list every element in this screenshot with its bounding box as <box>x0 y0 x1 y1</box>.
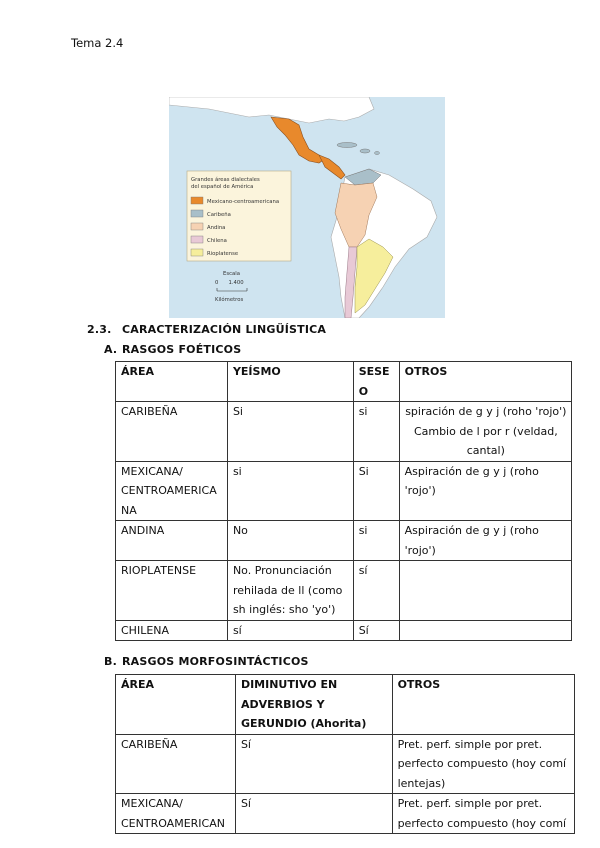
morphosyntactic-features-table <box>115 674 575 834</box>
map-hispaniola <box>360 149 370 153</box>
table-header-row <box>116 362 572 402</box>
map-scale-title: Escala <box>223 271 240 277</box>
header-cell: ÁREA <box>116 675 236 735</box>
otros-cell: Aspiración de g y j (roho 'rojo') <box>399 461 571 521</box>
map-scale-unit: Kilómetros <box>215 297 244 303</box>
area-cell: MEXICANA/ CENTROAMERICAN <box>116 794 236 834</box>
otros-cell <box>399 620 571 641</box>
table-row <box>116 521 572 561</box>
otros-cell: Pret. perf. simple por pret. perfecto compuesto (hoy comí <box>392 794 574 834</box>
subsection-b-title: RASGOS MORFOSINTÁCTICOS <box>122 655 309 668</box>
section-title: CARACTERIZACIÓN LINGÜÍSTICA <box>122 323 327 336</box>
map-legend-label: Andina <box>207 225 226 231</box>
header-cell: OTROS <box>392 675 574 735</box>
yeismo-cell: sí <box>227 620 353 641</box>
area-cell: CARIBEÑA <box>116 734 236 794</box>
yeismo-cell: No <box>227 521 353 561</box>
header-cell: ÁREA <box>116 362 228 402</box>
table-row <box>116 561 572 621</box>
yeismo-cell: No. Pronunciación rehilada de ll (como sh inglés: sho 'yo') <box>227 561 353 621</box>
map-legend-label: Chilena <box>207 238 227 244</box>
area-cell: RIOPLATENSE <box>116 561 228 621</box>
seseo-cell: Sí <box>353 620 399 641</box>
area-cell: CARIBEÑA <box>116 402 228 462</box>
subsection-a-heading <box>104 343 241 356</box>
seseo-cell: si <box>353 521 399 561</box>
map-legend-swatch <box>191 249 203 256</box>
map-scale-values: 0 1.400 <box>215 280 244 286</box>
subsection-a-letter: A. <box>104 343 118 356</box>
otros-cell: Aspiración de g y j (roho 'rojo') <box>399 521 571 561</box>
yeismo-cell: Si <box>227 402 353 462</box>
map-legend-title: Grandes áreas dialectales <box>191 177 260 183</box>
dialect-map <box>169 97 445 318</box>
header-cell: DIMINUTIVO EN ADVERBIOS Y GERUNDIO (Ahorita) <box>235 675 392 735</box>
table-row <box>116 794 575 834</box>
otros-cell <box>399 561 571 621</box>
header-cell: SESE O <box>353 362 399 402</box>
area-cell: MEXICANA/ CENTROAMERICA NA <box>116 461 228 521</box>
section-heading <box>87 323 326 336</box>
subsection-b-heading <box>104 655 309 668</box>
map-legend-subtitle: del español de América <box>191 184 254 190</box>
yeismo-cell: si <box>227 461 353 521</box>
subsection-b-letter: B. <box>104 655 117 668</box>
subsection-a-title: RASGOS FOÉTICOS <box>122 343 242 356</box>
section-number: 2.3. <box>87 323 112 336</box>
otros-cell: Pret. perf. simple por pret. perfecto compuesto (hoy comí lentejas) <box>392 734 574 794</box>
otros-cell: spiración de g y j (roho 'rojo') Cambio de l por r (veldad, cantal) <box>399 402 571 462</box>
header-cell: YEÍSMO <box>227 362 353 402</box>
map-legend-label: Mexicano-centroamericana <box>207 199 280 205</box>
map-legend-label: Rioplatense <box>207 251 239 257</box>
seseo-cell: Si <box>353 461 399 521</box>
seseo-cell: si <box>353 402 399 462</box>
map-legend-swatch <box>191 236 203 243</box>
page-header: Tema 2.4 <box>71 36 124 50</box>
table-header-row <box>116 675 575 735</box>
table-row <box>116 402 572 462</box>
area-cell: ANDINA <box>116 521 228 561</box>
header-cell: OTROS <box>399 362 571 402</box>
map-legend-swatch <box>191 197 203 204</box>
phonetic-features-table <box>115 361 572 641</box>
seseo-cell: sí <box>353 561 399 621</box>
diminutive-cell: Sí <box>235 794 392 834</box>
map-legend-swatch <box>191 223 203 230</box>
table-row <box>116 734 575 794</box>
map-legend-swatch <box>191 210 203 217</box>
map-legend-label: Caribeña <box>207 212 231 218</box>
map-puerto-rico <box>375 152 380 155</box>
table-row <box>116 620 572 641</box>
area-cell: CHILENA <box>116 620 228 641</box>
table-row <box>116 461 572 521</box>
diminutive-cell: Sí <box>235 734 392 794</box>
map-cuba <box>337 143 357 148</box>
